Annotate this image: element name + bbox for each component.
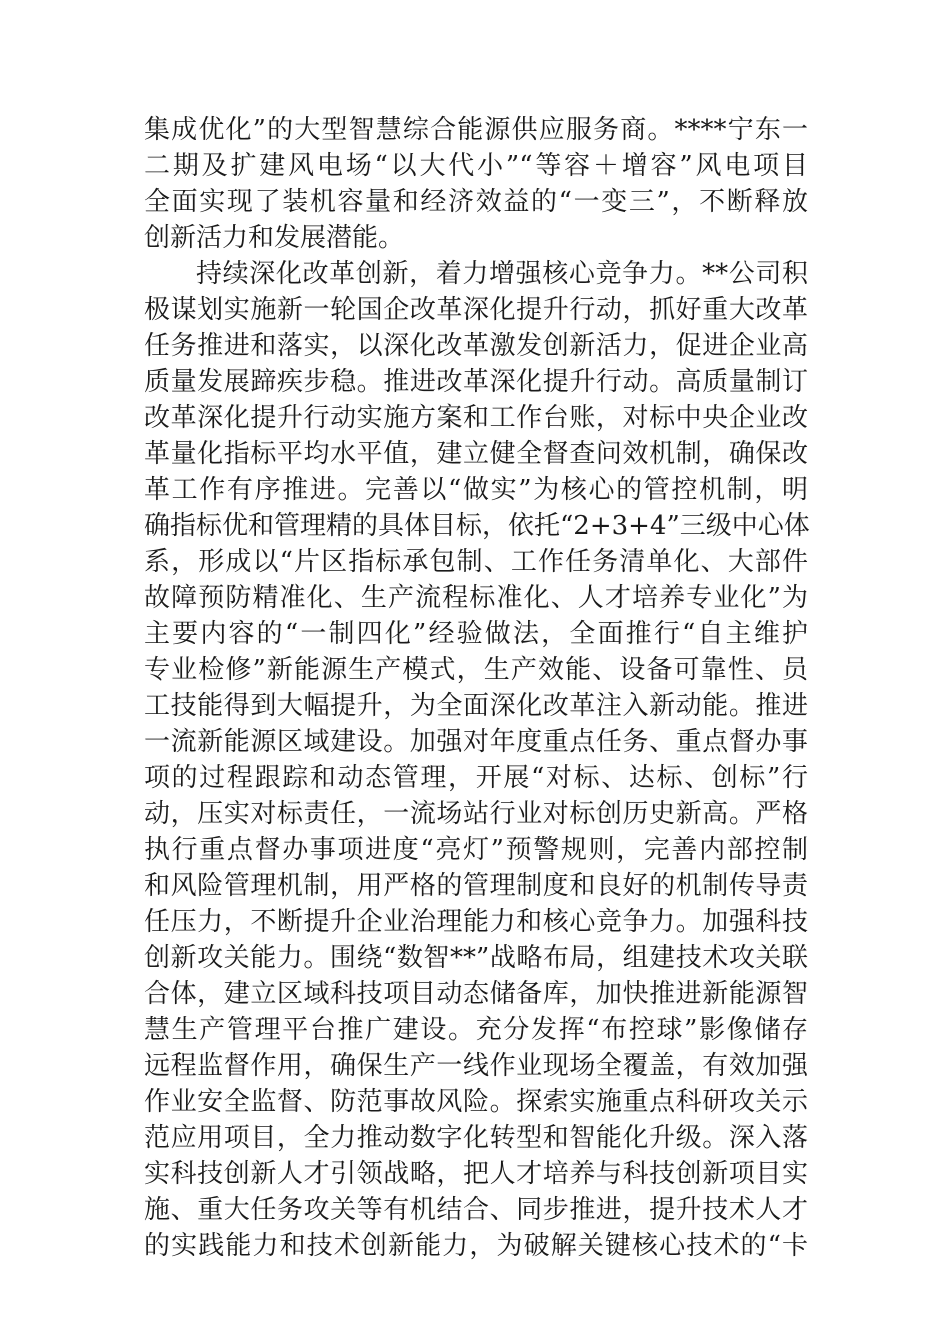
paragraph-line: 慧生产管理平台推广建设。充分发挥“布控球”影像储存 — [144, 1015, 808, 1045]
paragraph-line: 合体，建立区域科技项目动态储备库，加快推进新能源智 — [144, 979, 808, 1009]
paragraph-line: 系，形成以“片区指标承包制、工作任务清单化、大部件 — [144, 547, 808, 577]
paragraph-first-line: 持续深化改革创新，着力增强核心竞争力。**公司积 — [196, 259, 808, 289]
paragraph-line: 质量发展蹄疾步稳。推进改革深化提升行动。高质量制订 — [144, 367, 808, 397]
paragraph-line: 动，压实对标责任，一流场站行业对标创历史新高。严格 — [144, 799, 808, 829]
paragraph-line: 作业安全监督、防范事故风险。探索实施重点科研攻关示 — [144, 1087, 808, 1117]
paragraph-line: 施、重大任务攻关等有机结合、同步推进，提升技术人才 — [144, 1195, 808, 1225]
paragraph-line: 极谋划实施新一轮国企改革深化提升行动，抓好重大改革 — [144, 295, 808, 325]
paragraph-line: 集成优化”的大型智慧综合能源供应服务商。****宁东一 — [144, 115, 808, 145]
paragraph-line: 一流新能源区域建设。加强对年度重点任务、重点督办事 — [144, 727, 808, 757]
paragraph-line: 的实践能力和技术创新能力，为破解关键核心技术的“卡 — [144, 1231, 808, 1261]
paragraph-line: 革量化指标平均水平值，建立健全督查问效机制，确保改 — [144, 439, 808, 469]
paragraph-line: 确指标优和管理精的具体目标，依托“2+3+4”三级中心体 — [144, 511, 810, 541]
paragraph-line: 范应用项目，全力推动数字化转型和智能化升级。深入落 — [144, 1123, 808, 1153]
paragraph-line: 任压力，不断提升企业治理能力和核心竞争力。加强科技 — [144, 907, 808, 937]
paragraph-line: 革工作有序推进。完善以“做实”为核心的管控机制，明 — [144, 475, 808, 505]
paragraph-line: 任务推进和落实，以深化改革激发创新活力，促进企业高 — [144, 331, 808, 361]
document-body — [144, 112, 808, 1264]
paragraph-line: 故障预防精准化、生产流程标准化、人才培养专业化”为 — [144, 583, 808, 613]
paragraph-line: 创新活力和发展潜能。 — [144, 223, 405, 253]
paragraph-line: 和风险管理机制，用严格的管理制度和良好的机制传导责 — [144, 871, 808, 901]
paragraph-line: 创新攻关能力。围绕“数智**”战略布局，组建技术攻关联 — [144, 943, 808, 973]
paragraph-line: 执行重点督办事项进度“亮灯”预警规则，完善内部控制 — [144, 835, 808, 865]
paragraph-line: 专业检修”新能源生产模式，生产效能、设备可靠性、员 — [144, 655, 808, 685]
paragraph-line: 二期及扩建风电场“以大代小”“等容＋增容”风电项目 — [144, 151, 808, 181]
paragraph-line: 全面实现了装机容量和经济效益的“一变三”，不断释放 — [144, 187, 808, 217]
paragraph-line: 实科技创新人才引领战略，把人才培养与科技创新项目实 — [144, 1159, 808, 1189]
paragraph-line: 远程监督作用，确保生产一线作业现场全覆盖，有效加强 — [144, 1051, 808, 1081]
paragraph-line: 改革深化提升行动实施方案和工作台账，对标中央企业改 — [144, 403, 808, 433]
paragraph-line: 主要内容的“一制四化”经验做法，全面推行“自主维护 — [144, 619, 808, 649]
paragraph-line: 工技能得到大幅提升，为全面深化改革注入新动能。推进 — [144, 691, 808, 721]
paragraph-line: 项的过程跟踪和动态管理，开展“对标、达标、创标”行 — [144, 763, 808, 793]
